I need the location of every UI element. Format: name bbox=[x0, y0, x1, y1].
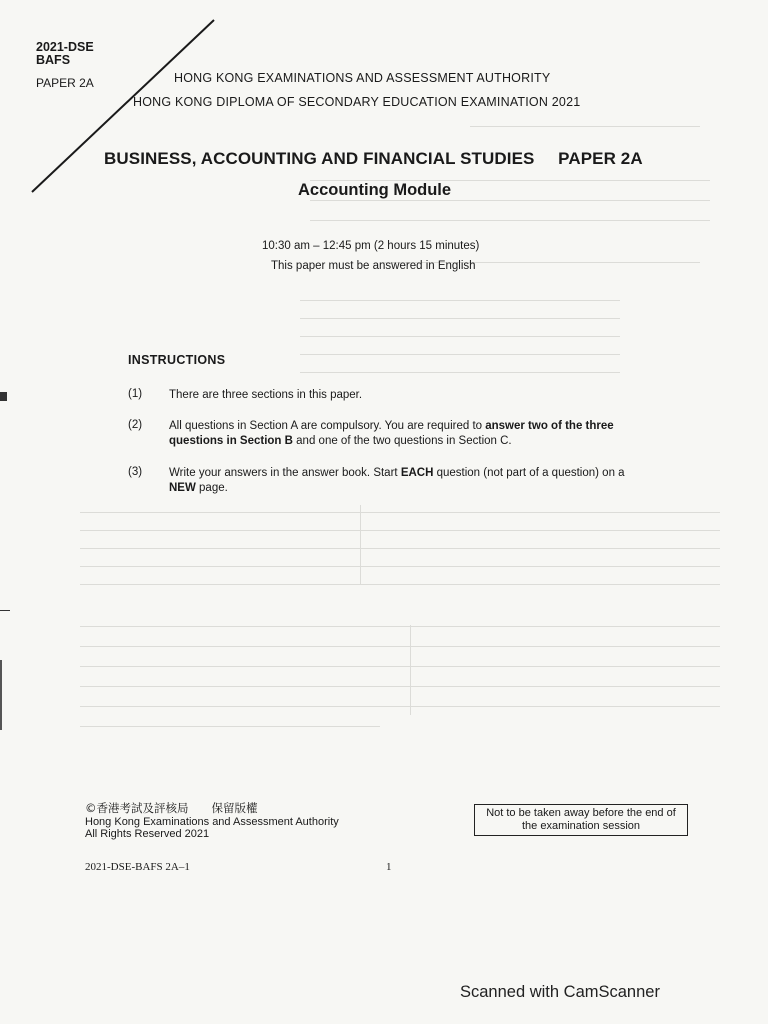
copyright-block bbox=[85, 802, 339, 841]
subject-title: BUSINESS, ACCOUNTING AND FINANCIAL STUDIES bbox=[104, 149, 535, 168]
notice-text: Not to be taken away before the end of the examination session bbox=[486, 807, 676, 832]
instruction-item bbox=[169, 388, 647, 403]
page-code: 2021-DSE-BAFS 2A–1 bbox=[85, 861, 190, 873]
copyright-english: Hong Kong Examinations and Assessment Authority bbox=[85, 815, 339, 828]
scan-edge-mark-side bbox=[0, 660, 2, 730]
exam-time: 10:30 am – 12:45 pm (2 hours 15 minutes) bbox=[262, 240, 480, 252]
instruction-number: (2) bbox=[128, 419, 143, 431]
instruction-text: All questions in Section A are compulsory. You are required to bbox=[169, 420, 486, 432]
instruction-text: There are three sections in this paper. bbox=[169, 389, 363, 401]
instruction-number: (1) bbox=[128, 388, 143, 400]
instruction-text: question (not part of a question) on a bbox=[433, 467, 625, 479]
instruction-item bbox=[169, 419, 647, 449]
page-number: 1 bbox=[386, 861, 392, 873]
authority-name: HONG KONG EXAMINATIONS AND ASSESSMENT AUTHORITY bbox=[174, 71, 551, 85]
rights-reserved: All Rights Reserved 2021 bbox=[85, 828, 210, 840]
language-requirement: This paper must be answered in English bbox=[271, 260, 476, 272]
diploma-name: HONG KONG DIPLOMA OF SECONDARY EDUCATION EXAMINATION 2021 bbox=[133, 95, 581, 109]
exam-session-notice bbox=[474, 804, 688, 836]
scanner-watermark: Scanned with CamScanner bbox=[460, 983, 660, 1001]
instruction-item bbox=[169, 466, 647, 496]
instruction-number: (3) bbox=[128, 466, 143, 478]
scan-edge-mark-bottom bbox=[0, 610, 10, 611]
copyright-chinese: ©香港考試及評核局 保留版權 bbox=[85, 801, 258, 815]
module-title: Accounting Module bbox=[298, 181, 452, 199]
instruction-text: page. bbox=[195, 482, 228, 494]
scan-edge-mark-top bbox=[0, 392, 7, 401]
subject-code: BAFS bbox=[36, 53, 71, 67]
paper-label: PAPER 2A bbox=[36, 76, 94, 90]
instruction-text-bold: EACH bbox=[400, 467, 434, 479]
instruction-text-bold: NEW bbox=[169, 482, 196, 494]
instruction-text: Write your answers in the answer book. Start bbox=[169, 467, 401, 479]
instruction-text-bold: answer two of the three questions in Section B bbox=[169, 420, 614, 447]
paper-title: PAPER 2A bbox=[558, 149, 643, 168]
instruction-text: and one of the two questions in Section C. bbox=[292, 435, 512, 447]
exam-code: 2021-DSE bbox=[36, 40, 94, 54]
instructions-heading: INSTRUCTIONS bbox=[128, 353, 226, 367]
page-title bbox=[104, 149, 643, 169]
